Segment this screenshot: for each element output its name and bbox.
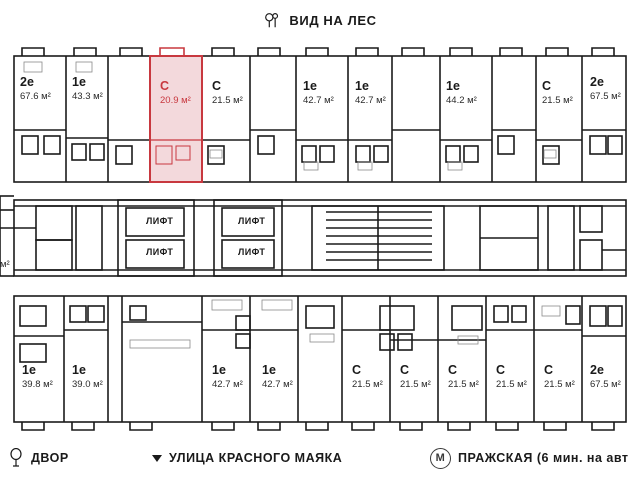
unit-type: С <box>212 79 222 93</box>
metro-marker <box>430 448 628 469</box>
unit-area: 39.0 м² <box>72 378 103 390</box>
unit-area: 20.9 м² <box>160 94 191 106</box>
unit-bottom-6[interactable] <box>400 364 431 390</box>
unit-top-3-selected[interactable] <box>160 80 191 106</box>
unit-bottom-3[interactable] <box>212 364 243 390</box>
unit-area: м² <box>0 259 10 270</box>
unit-area: 43.3 м² <box>72 90 103 102</box>
unit-area: 21.5 м² <box>542 94 573 106</box>
unit-area: 67.5 м² <box>590 90 621 102</box>
unit-area: 67.5 м² <box>590 378 621 390</box>
unit-bottom-4[interactable] <box>262 364 293 390</box>
unit-type: 1е <box>262 363 276 377</box>
unit-top-8[interactable] <box>542 80 573 106</box>
metro-icon: М <box>430 448 451 469</box>
unit-area: 21.5 м² <box>448 378 479 390</box>
unit-top-6[interactable] <box>355 80 386 106</box>
unit-type: 1е <box>303 79 317 93</box>
unit-type: С <box>544 363 554 377</box>
unit-type: С <box>496 363 506 377</box>
unit-area: 42.7 м² <box>303 94 334 106</box>
lift-label-3: ЛИФТ <box>238 216 266 226</box>
orientation-bar <box>0 436 640 480</box>
unit-type: С <box>352 363 362 377</box>
yard-label: ДВОР <box>31 451 69 465</box>
unit-bottom-10[interactable] <box>590 364 621 390</box>
unit-type: 2е <box>590 75 604 89</box>
triangle-down-icon <box>152 455 162 462</box>
unit-top-4[interactable] <box>212 80 243 106</box>
lift-label-1: ЛИФТ <box>146 216 174 226</box>
unit-area: 42.7 м² <box>355 94 386 106</box>
street-label: УЛИЦА КРАСНОГО МАЯКА <box>169 451 343 465</box>
unit-type: 1е <box>446 79 460 93</box>
tree-icon <box>263 11 281 29</box>
view-banner-label: ВИД НА ЛЕС <box>289 12 377 28</box>
unit-top-1[interactable] <box>20 76 51 102</box>
unit-bottom-9[interactable] <box>544 364 575 390</box>
unit-type: С <box>448 363 458 377</box>
metro-label: ПРАЖСКАЯ (6 мин. на авт <box>458 451 629 465</box>
unit-bottom-2[interactable] <box>72 364 103 390</box>
unit-top-9[interactable] <box>590 76 621 102</box>
unit-top-7[interactable] <box>446 80 477 106</box>
street-marker <box>152 451 342 465</box>
unit-area: 21.5 м² <box>212 94 243 106</box>
unit-type: С <box>400 363 410 377</box>
unit-area: 42.7 м² <box>212 378 243 390</box>
unit-top-2[interactable] <box>72 76 103 102</box>
lamp-icon <box>8 448 24 468</box>
unit-bottom-8[interactable] <box>496 364 527 390</box>
unit-area: 21.5 м² <box>544 378 575 390</box>
lift-label-2: ЛИФТ <box>146 247 174 257</box>
unit-type: 1е <box>212 363 226 377</box>
unit-type: 1е <box>355 79 369 93</box>
yard-marker <box>8 448 69 468</box>
unit-type: С <box>160 79 170 93</box>
unit-type: 1е <box>72 363 86 377</box>
unit-type: 2е <box>590 363 604 377</box>
unit-side-clipped[interactable] <box>0 258 10 270</box>
unit-area: 67.6 м² <box>20 90 51 102</box>
unit-bottom-7[interactable] <box>448 364 479 390</box>
unit-bottom-1[interactable] <box>22 364 53 390</box>
unit-area: 21.5 м² <box>496 378 527 390</box>
unit-type: С <box>542 79 552 93</box>
unit-area: 39.8 м² <box>22 378 53 390</box>
unit-area: 21.5 м² <box>352 378 383 390</box>
unit-area: 42.7 м² <box>262 378 293 390</box>
unit-top-5[interactable] <box>303 80 334 106</box>
lift-label-4: ЛИФТ <box>238 247 266 257</box>
view-banner <box>0 0 640 40</box>
unit-type: 1е <box>22 363 36 377</box>
unit-area: 44.2 м² <box>446 94 477 106</box>
unit-area: 21.5 м² <box>400 378 431 390</box>
unit-bottom-5[interactable] <box>352 364 383 390</box>
unit-type: 1е <box>72 75 86 89</box>
highlighted-unit[interactable] <box>150 48 202 182</box>
unit-type: 2е <box>20 75 34 89</box>
